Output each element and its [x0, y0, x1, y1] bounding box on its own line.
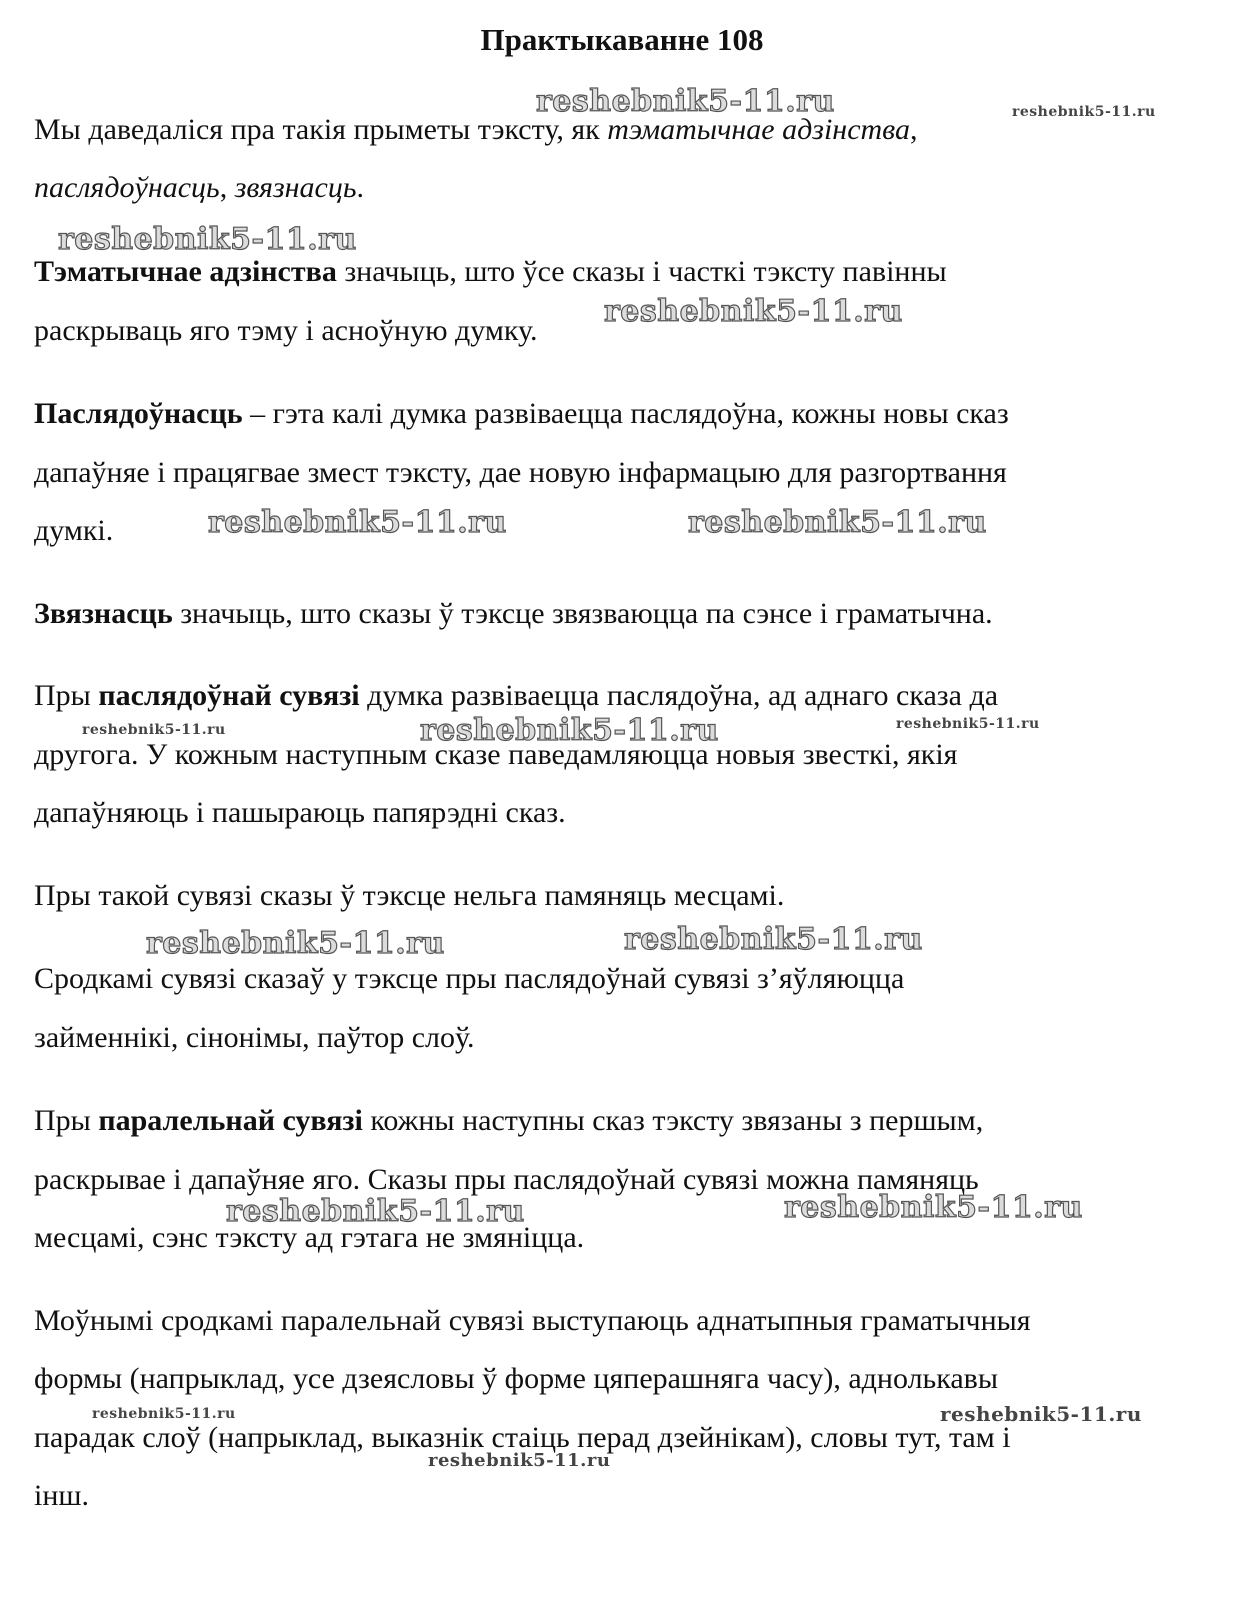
watermark: reshebnik5-11.ru: [1012, 104, 1156, 120]
watermark: reshebnik5-11.ru: [784, 1190, 1083, 1225]
watermark: reshebnik5-11.ru: [226, 1194, 525, 1229]
watermark: reshebnik5-11.ru: [688, 505, 987, 540]
watermark: reshebnik5-11.ru: [624, 922, 923, 957]
text-line: дапаўняе і працягвае змест тэксту, дае новую інфармацыю для разгортвання: [34, 456, 1007, 489]
text-line: дапаўняюць і пашыраюць папярэдні сказ.: [34, 796, 566, 829]
text-line: Тэматычнае адзінства значыць, што ўсе сказы і часткі тэксту павінны: [34, 255, 947, 288]
text-line: Паслядоўнасць – гэта калі думка развіваецца паслядоўна, кожны новы сказ: [34, 397, 1009, 430]
watermark: reshebnik5-11.ru: [58, 222, 357, 257]
watermark: reshebnik5-11.ru: [92, 1406, 236, 1422]
text-line: Моўнымі сродкамі паралельнай сувязі выступаюць аднатыпныя граматычныя: [34, 1304, 1031, 1337]
text-line: раскрывае і дапаўняе яго. Сказы пры паслядоўнай сувязі можна памяняць: [34, 1163, 979, 1196]
text-line: парадак слоў (напрыклад, выказнік стаіць перад дзейнікам), словы тут, там і: [34, 1421, 1011, 1454]
text-line: займеннікі, сінонімы, паўтор слоў.: [34, 1021, 475, 1054]
watermark: reshebnik5-11.ru: [896, 716, 1040, 732]
text-line: Пры такой сувязі сказы ў тэксце нельга памяняць месцамі.: [34, 879, 785, 912]
watermark: reshebnik5-11.ru: [146, 926, 445, 961]
page-title: Практыкаванне 108: [480, 22, 764, 57]
text-line: Сродкамі сувязі сказаў у тэксце пры паслядоўнай сувязі з’яўляюцца: [34, 962, 905, 995]
text-line: раскрываць яго тэму і асноўную думку.: [34, 314, 538, 347]
watermark: reshebnik5-11.ru: [940, 1402, 1142, 1426]
text-line: інш.: [34, 1479, 89, 1512]
watermark: reshebnik5-11.ru: [536, 84, 835, 119]
text-line: Пры паралельнай сувязі кожны наступны сказ тэксту звязаны з першым,: [34, 1104, 984, 1137]
watermark: reshebnik5-11.ru: [420, 713, 719, 748]
watermark: reshebnik5-11.ru: [208, 505, 507, 540]
text-line: Звязнасць значыць, што сказы ў тэксце звязваюцца па сэнсе і граматычна.: [34, 597, 993, 630]
text-line: Мы даведаліся пра такія прыметы тэксту, як тэматычнае адзінства,: [34, 113, 918, 146]
watermark: reshebnik5-11.ru: [604, 294, 903, 329]
text-line: Пры паслядоўнай сувязі думка развіваецца паслядоўна, ад аднаго сказа да: [34, 679, 999, 712]
text-line: думкі.: [34, 514, 114, 547]
text-line: месцамі, сэнс тэксту ад гэтага не змяніцца.: [34, 1221, 585, 1254]
text-line: паслядоўнасць, звязнасць.: [34, 171, 365, 204]
text-line: другога. У кожным наступным сказе паведамляюцца новыя звесткі, якія: [34, 738, 958, 771]
watermark: reshebnik5-11.ru: [82, 722, 226, 738]
text-line: формы (напрыклад, усе дзеясловы ў форме цяперашняга часу), аднолькавы: [34, 1362, 998, 1395]
watermark: reshebnik5-11.ru: [428, 1450, 611, 1471]
